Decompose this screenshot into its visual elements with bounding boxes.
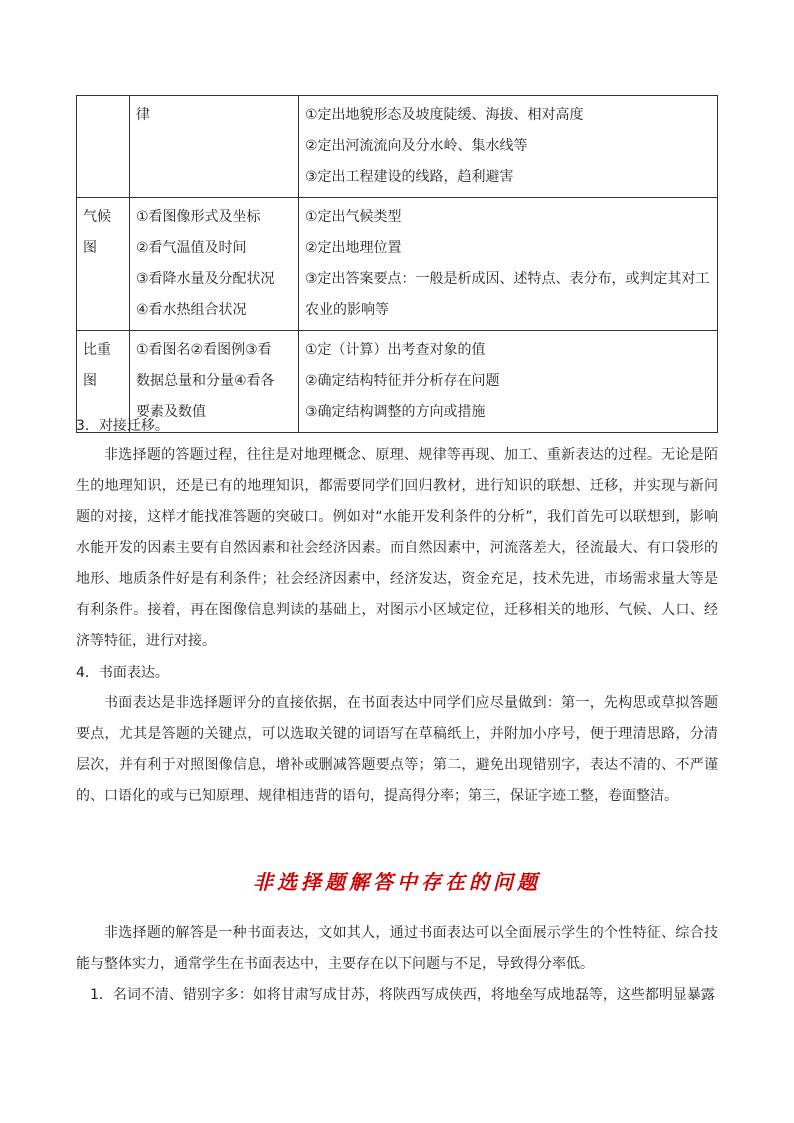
section-heading-4: 4．书面表达。 [76, 665, 169, 681]
table-cell-conclusions [299, 331, 718, 433]
cell-line: ②定出河流流向及分水岭、集水线等 [305, 138, 528, 154]
table-cell-steps [130, 96, 299, 198]
table-cell-type [77, 96, 130, 198]
section-paragraph-3: 非选择题的答题过程，往往是对地理概念、原理、规律等再现、加工、重新表达的过程。无论是陌生的地理知识，还是已有的地理知识，都需要同学们回归教材，进行知识的联想、迁移，并实现与新问题的对接，这样才能找准答题的突破口。例如对“水能开发利条件的分析”，我们首先可以联想到，影响水能开发的因素主要有自然因素和社会经济因素。而自然因素中，河流落差大，径流最大、有口袋形的地形、地质条件好是有利条件；社会经济因素中，经济发达，资金充足，技术先进，市场需求量大等是有利条件。接着，再在图像信息判读的基础上，对图示小区域定位，迁移相关的地形、气候、人口、经济等特征，进行对接。 [76, 447, 718, 649]
cell-line: ④看水热组合状况 [136, 302, 247, 318]
table-cell-type [77, 198, 130, 331]
section-paragraph-4: 书面表达是非选择题评分的直接依据，在书面表达中同学们应尽量做到：第一，先构思或草拟答题要点，尤其是答题的关键点，可以选取关键的词语写在草稿纸上，并附加小序号，便于理清思路，分清层次，并有利于对照图像信息，增补或删减答题要点等；第二，避免出现错别字，表达不清的、不严谨的、口语化的或与已知原理、规律相违背的语句，提高得分率；第三，保证字迹工整，卷面整洁。 [76, 695, 718, 804]
section-heading-3: 3．对接迁移。 [76, 418, 169, 434]
table-row [77, 96, 718, 198]
cell-line: ①定出地貌形态及坡度陡缓、海拔、相对高度 [305, 107, 584, 123]
table-cell-conclusions [299, 96, 718, 198]
intro-paragraph: 非选择题的解答是一种书面表达，文如其人，通过书面表达可以全面展示学生的个性特征、综合技能与整体实力，通常学生在书面表达中，主要存在以下问题与不足，导致得分率低。 [76, 925, 718, 972]
cell-line: 要素及数值 [136, 404, 206, 420]
problem-item-1: 1．名词不清、错别字多：如将甘肃写成甘苏，将陕西写成侠西，将地垒写成地磊等，这些都明显暴露 [90, 987, 715, 1003]
cell-line: ③确定结构调整的方向或措施 [305, 404, 486, 420]
table-row [77, 198, 718, 331]
table-row [77, 331, 718, 433]
cell-line: 图 [83, 373, 97, 389]
map-reading-table [76, 95, 718, 433]
cell-line: 农业的影响等 [305, 302, 389, 318]
cell-line: 数据总量和分量④看各 [136, 373, 275, 389]
table-cell-steps [130, 198, 299, 331]
cell-line: 图 [83, 240, 97, 256]
cell-line: 比重 [83, 342, 111, 358]
cell-line: ②定出地理位置 [305, 240, 402, 256]
cell-line: ①看图名②看图例③看 [136, 342, 272, 358]
cell-line: ③定出工程建设的线路，趋利避害 [305, 169, 514, 185]
cell-line: ②确定结构特征并分析存在问题 [305, 373, 500, 389]
cell-line: ③看降水量及分配状况 [136, 271, 275, 287]
cell-line: ②看气温值及时间 [136, 240, 247, 256]
cell-line: ①看图像形式及坐标 [136, 209, 261, 225]
cell-line: ①定（计算）出考查对象的值 [305, 342, 486, 358]
cell-line: ①定出气候类型 [305, 209, 402, 225]
table-cell-conclusions [299, 198, 718, 331]
cell-line: ③定出答案要点：一般是析成因、述特点、表分布，或判定其对工 [305, 271, 710, 287]
section-title: 非选择题解答中存在的问题 [253, 870, 541, 894]
cell-line: 气候 [83, 209, 111, 225]
cell-line: 律 [136, 107, 150, 123]
